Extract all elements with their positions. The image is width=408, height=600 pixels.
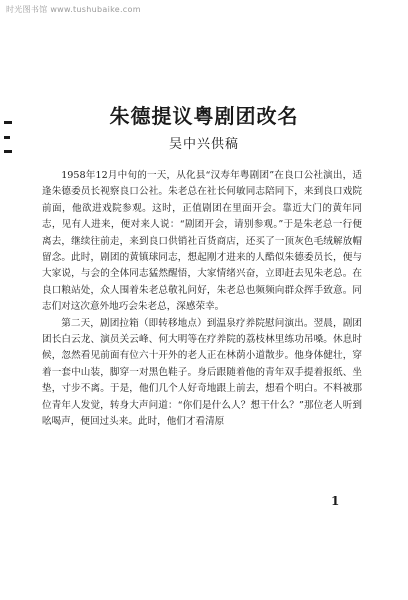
watermark: 时光图书馆 www.tushubaike.com [6,5,141,14]
article-body [42,168,362,431]
article-author: 吴中兴供稿 [168,137,239,152]
paragraph: 1958年12月中旬的一天，从化县“汉寿年粤剧团”在良口公社演出，适逢朱德委员长视察良口公社。朱老总在社长何敏同志陪同下，来到良口戏院前面，他欲进戏院参观。这时，正值剧团在里面开会。靠近大门的黄年同志，见有人进来，便对来人说：“剧团开会，请别参观。”于是朱老总一行便离去，继续往前走，来到良口供销社百货商店，还买了一顶灰色毛绒解放帽留念。此时，剧团的黄镇球同志，想起刚才进来的人酷似朱德委员长，便与大家说，与会的全体同志猛然醒悟，大家情绪兴奋，立即赶去见朱老总。在良口粮站处，众人围着朱老总敬礼问好，朱老总也频频向群众挥手致意。同志们对这次意外地巧会朱老总，深感荣幸。 [42,170,362,313]
page-number: 1 [331,494,340,508]
article-title: 朱德提议粤剧团改名 [109,104,299,128]
paragraph: 第二天，剧团拉箱（即转移地点）到温泉疗养院慰问演出。翌晨，剧团团长白云龙、演员关云峰、何大明等在疗养院的荔枝林里练功吊嗓。休息时候，忽然看见前面有位六十开外的老人正在林荫小道散步。他身体健壮，穿着一套中山装，脚穿一对黑色鞋子。身后跟随着他的青年双手提着报纸、坐垫，寸步不离。于是，他们几个人好奇地跟上前去，想看个明白。不料被那位青年人发觉，转身大声问道：“你们是什么人？想干什么？”那位老人听到吆喝声，便回过头来。此时，他们才看清原 [42,317,362,428]
